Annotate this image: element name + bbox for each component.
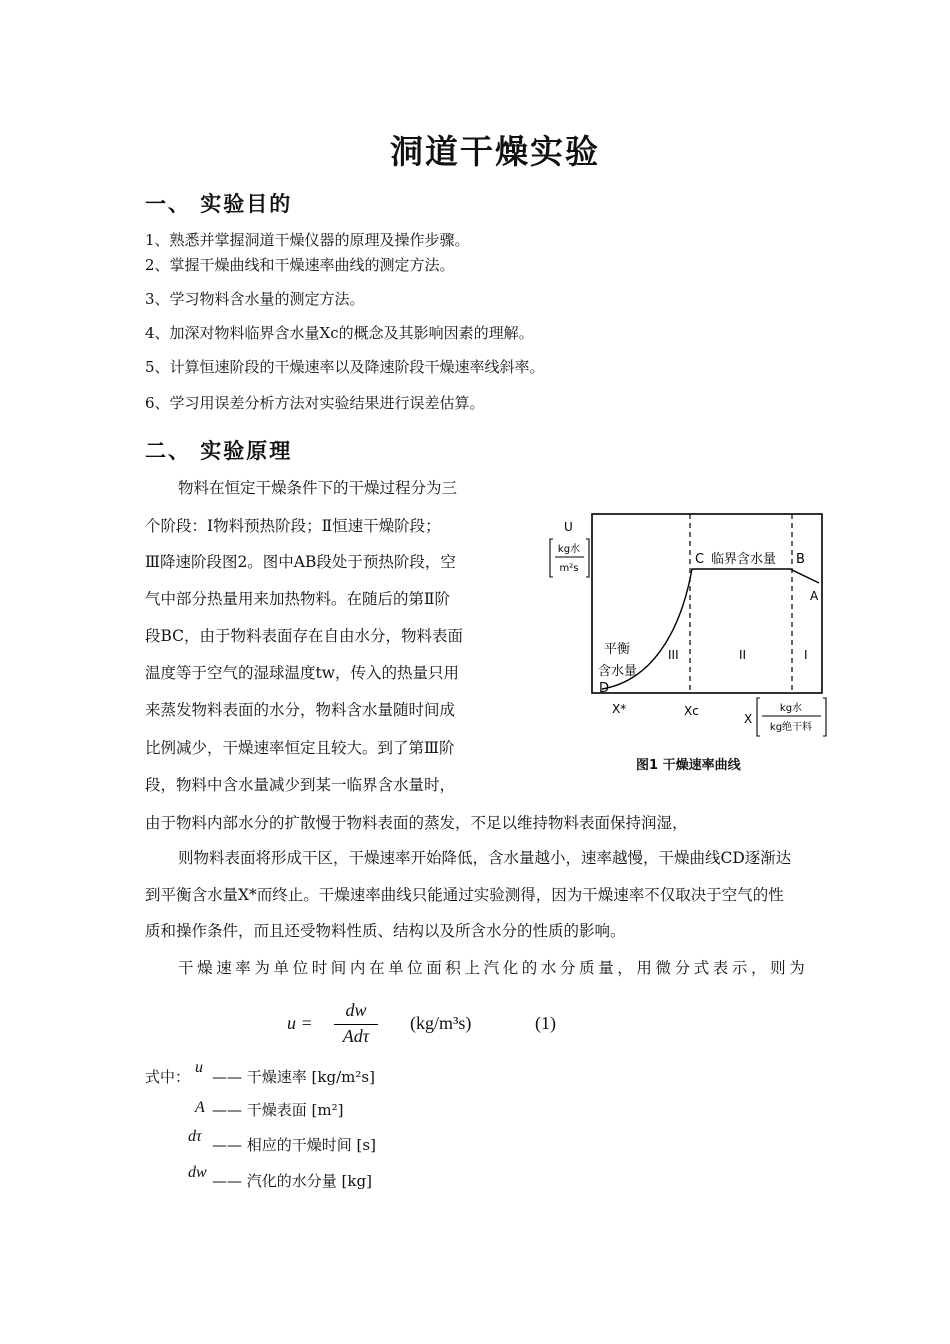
formula-numerator: dw [345,1000,367,1020]
point-c-label: C [695,552,705,567]
x-unit-bottom: kg绝干料 [769,722,813,733]
definition-text: —— 干燥表面 [m²] [212,1101,344,1119]
paragraph-line: 干燥速率为单位时间内在单位面积上汽化的水分质量，用微分式表示，则为 [178,959,809,977]
x-c-label: Xc [684,704,699,718]
definition-symbol: dτ [188,1128,202,1145]
objective-item: 3、学习物料含水量的测定方法。 [145,290,365,308]
paragraph-line: 段，物料中含水量减少到某一临界含水量时， [145,776,456,794]
page-title: 洞道干燥实验 [390,132,600,171]
definition-text: —— 汽化的水分量 [kg] [212,1172,372,1190]
paragraph-line: 气中部分热量用来加热物料。在随后的第Ⅱ阶 [145,590,451,608]
x-unit-top: kg水 [779,703,803,714]
paragraph-line: 段BC，由于物料表面存在自由水分，物料表面 [145,627,464,645]
formula-denominator: Adτ [342,1026,370,1046]
formula-number: (1) [535,1013,556,1033]
formula-fraction-bar [334,1024,378,1025]
figure-caption: 图1 干燥速率曲线 [636,758,741,773]
drying-rate-figure [540,505,840,755]
point-a-label: A [810,589,819,603]
section-heading-principle: 二、 实验原理 [145,438,293,463]
definition-symbol: A [195,1099,205,1116]
critical-moisture-label: 临界含水量 [711,552,777,567]
definition-symbol: u [195,1059,203,1076]
paragraph-line: 物料在恒定干燥条件下的干燥过程分为三 [178,479,458,497]
paragraph-line: 则物料表面将形成干区，干燥速率开始降低，含水量越小，速率越慢，干燥曲线CD逐渐达 [178,849,792,867]
objective-item: 1、熟悉并掌握洞道干燥仪器的原理及操作步骤。 [145,231,470,249]
formula-lhs: u = [287,1013,313,1033]
objective-item: 5、计算恒速阶段的干燥速率以及降速阶段干燥速率线斜率。 [145,358,545,376]
definitions-prefix: 式中： [145,1068,191,1086]
section-heading-objectives: 一、 实验目的 [145,191,293,216]
paragraph-line: 温度等于空气的湿球温度tw，传入的热量只用 [145,664,459,682]
definition-symbol: dw [188,1164,207,1181]
point-b-label: B [796,552,805,567]
paragraph-line: Ⅲ降速阶段图2。图中AB段处于预热阶段，空 [145,553,456,571]
objective-item: 4、加深对物料临界含水量Xc的概念及其影响因素的理解。 [145,324,534,342]
equilibrium-label-2: 含水量 [598,664,638,679]
stage-3-label: III [668,648,679,662]
objective-item: 6、学习用误差分析方法对实验结果进行误差估算。 [145,394,485,412]
x-star-label: X* [612,702,627,716]
stage-2-label: II [739,648,747,662]
paragraph-line: 质和操作条件，而且还受物料性质、结构以及所含水分的性质的影响。 [145,922,626,940]
y-unit-bottom: m²s [559,563,579,574]
y-axis-symbol: U [564,520,573,534]
y-unit-top: kg水 [557,544,581,555]
objective-item: 2、掌握干燥曲线和干燥速率曲线的测定方法。 [145,256,455,274]
x-axis-symbol: X [744,712,753,726]
formula-unit: (kg/m³s) [410,1013,472,1033]
paragraph-line: 到平衡含水量X*而终止。干燥速率曲线只能通过实验测得，因为干燥速率不仅取决于空气的性 [145,886,784,904]
definition-text: —— 干燥速率 [kg/m²s] [212,1068,375,1086]
paragraph-line: 由于物料内部水分的扩散慢于物料表面的蒸发，不足以维持物料表面保持润湿， [145,814,688,832]
stage-1-label: I [804,648,808,662]
paragraph-line: 来蒸发物料表面的水分，物料含水量随时间成 [145,701,456,719]
point-d-label: D [599,681,610,696]
paragraph-line: 个阶段：Ⅰ物料预热阶段；Ⅱ恒速干燥阶段； [145,517,441,535]
equilibrium-label-1: 平衡 [604,642,631,657]
paragraph-line: 比例减少，干燥速率恒定且较大。到了第Ⅲ阶 [145,739,455,757]
definition-text: —— 相应的干燥时间 [s] [212,1136,376,1154]
